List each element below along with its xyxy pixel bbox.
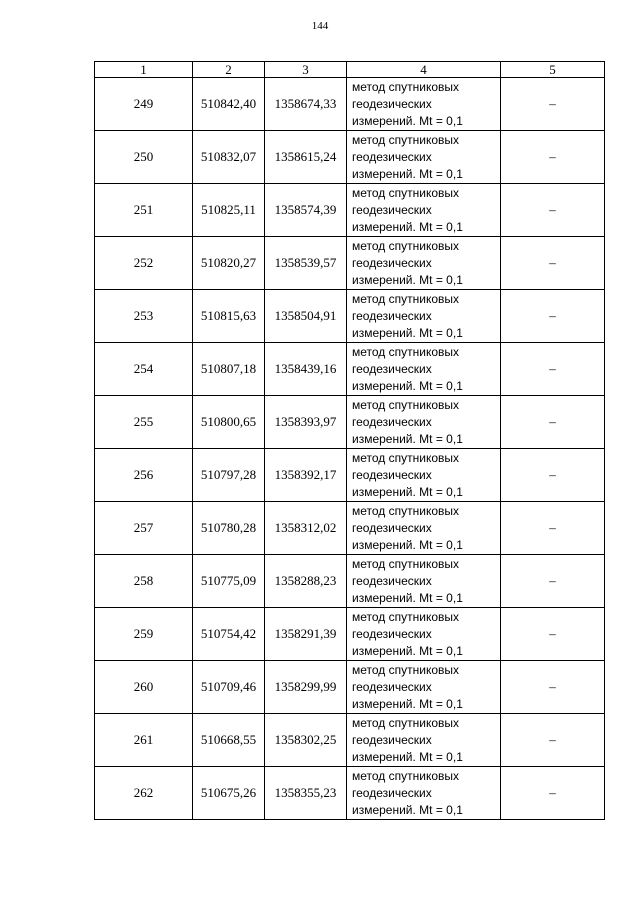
- method-line: метод спутниковых: [352, 185, 460, 200]
- note-cell: –: [501, 131, 605, 184]
- method-line: измерений. Mt = 0,1: [352, 749, 463, 764]
- method-line: измерений. Mt = 0,1: [352, 802, 463, 817]
- point-number-cell: 257: [95, 502, 193, 555]
- method-line: измерений. Mt = 0,1: [352, 166, 463, 181]
- y-coordinate-cell: 1358355,23: [265, 767, 347, 820]
- method-cell: [347, 78, 501, 131]
- note-cell: –: [501, 237, 605, 290]
- x-coordinate-cell: 510832,07: [193, 131, 265, 184]
- y-coordinate-cell: 1358539,57: [265, 237, 347, 290]
- y-coordinate-cell: 1358291,39: [265, 608, 347, 661]
- method-line: метод спутниковых: [352, 397, 460, 412]
- table-row: [95, 290, 605, 343]
- table-row: [95, 555, 605, 608]
- y-coordinate-cell: 1358393,97: [265, 396, 347, 449]
- method-cell: [347, 661, 501, 714]
- x-coordinate-cell: 510800,65: [193, 396, 265, 449]
- method-line: измерений. Mt = 0,1: [352, 378, 463, 393]
- table-row: [95, 237, 605, 290]
- x-coordinate-cell: 510675,26: [193, 767, 265, 820]
- note-cell: –: [501, 78, 605, 131]
- method-line: геодезических: [352, 573, 432, 588]
- method-line: измерений. Mt = 0,1: [352, 113, 463, 128]
- note-cell: –: [501, 555, 605, 608]
- method-line: геодезических: [352, 96, 432, 111]
- x-coordinate-cell: 510709,46: [193, 661, 265, 714]
- note-cell: –: [501, 449, 605, 502]
- method-line: метод спутниковых: [352, 450, 460, 465]
- method-line: геодезических: [352, 679, 432, 694]
- method-cell: [347, 767, 501, 820]
- column-header-5: 5: [501, 62, 605, 78]
- note-cell: –: [501, 396, 605, 449]
- method-line: геодезических: [352, 520, 432, 535]
- method-line: геодезических: [352, 361, 432, 376]
- method-line: геодезических: [352, 467, 432, 482]
- method-cell: [347, 184, 501, 237]
- table-row: [95, 502, 605, 555]
- method-line: измерений. Mt = 0,1: [352, 484, 463, 499]
- note-cell: –: [501, 661, 605, 714]
- method-cell: [347, 396, 501, 449]
- method-cell: [347, 290, 501, 343]
- y-coordinate-cell: 1358392,17: [265, 449, 347, 502]
- method-line: измерений. Mt = 0,1: [352, 272, 463, 287]
- point-number-cell: 254: [95, 343, 193, 396]
- column-header-4: 4: [347, 62, 501, 78]
- method-line: метод спутниковых: [352, 503, 460, 518]
- method-line: измерений. Mt = 0,1: [352, 590, 463, 605]
- x-coordinate-cell: 510842,40: [193, 78, 265, 131]
- method-cell: [347, 608, 501, 661]
- table-row: [95, 184, 605, 237]
- method-line: метод спутниковых: [352, 662, 460, 677]
- method-line: геодезических: [352, 626, 432, 641]
- y-coordinate-cell: 1358504,91: [265, 290, 347, 343]
- table-header: [95, 62, 605, 78]
- point-number-cell: 250: [95, 131, 193, 184]
- y-coordinate-cell: 1358299,99: [265, 661, 347, 714]
- point-number-cell: 260: [95, 661, 193, 714]
- method-line: геодезических: [352, 732, 432, 747]
- point-number-cell: 256: [95, 449, 193, 502]
- x-coordinate-cell: 510825,11: [193, 184, 265, 237]
- table-body: [95, 78, 605, 820]
- note-cell: –: [501, 343, 605, 396]
- method-line: метод спутниковых: [352, 556, 460, 571]
- note-cell: –: [501, 714, 605, 767]
- y-coordinate-cell: 1358674,33: [265, 78, 347, 131]
- x-coordinate-cell: 510820,27: [193, 237, 265, 290]
- table-row: [95, 131, 605, 184]
- point-number-cell: 253: [95, 290, 193, 343]
- method-line: геодезических: [352, 149, 432, 164]
- column-header-2: 2: [193, 62, 265, 78]
- method-line: измерений. Mt = 0,1: [352, 696, 463, 711]
- table-row: [95, 661, 605, 714]
- method-cell: [347, 343, 501, 396]
- table-row: [95, 767, 605, 820]
- column-header-3: 3: [265, 62, 347, 78]
- method-line: измерений. Mt = 0,1: [352, 325, 463, 340]
- point-number-cell: 255: [95, 396, 193, 449]
- method-line: метод спутниковых: [352, 768, 460, 783]
- method-cell: [347, 237, 501, 290]
- x-coordinate-cell: 510807,18: [193, 343, 265, 396]
- table-row: [95, 608, 605, 661]
- method-line: геодезических: [352, 308, 432, 323]
- x-coordinate-cell: 510775,09: [193, 555, 265, 608]
- method-line: метод спутниковых: [352, 238, 460, 253]
- method-line: измерений. Mt = 0,1: [352, 219, 463, 234]
- x-coordinate-cell: 510797,28: [193, 449, 265, 502]
- coordinates-table: [94, 61, 605, 820]
- method-cell: [347, 131, 501, 184]
- y-coordinate-cell: 1358574,39: [265, 184, 347, 237]
- method-line: геодезических: [352, 785, 432, 800]
- note-cell: –: [501, 608, 605, 661]
- x-coordinate-cell: 510780,28: [193, 502, 265, 555]
- header-row: [95, 62, 605, 78]
- method-line: измерений. Mt = 0,1: [352, 537, 463, 552]
- method-line: метод спутниковых: [352, 609, 460, 624]
- x-coordinate-cell: 510754,42: [193, 608, 265, 661]
- y-coordinate-cell: 1358312,02: [265, 502, 347, 555]
- column-header-1: 1: [95, 62, 193, 78]
- method-line: измерений. Mt = 0,1: [352, 643, 463, 658]
- method-cell: [347, 555, 501, 608]
- point-number-cell: 252: [95, 237, 193, 290]
- y-coordinate-cell: 1358302,25: [265, 714, 347, 767]
- point-number-cell: 261: [95, 714, 193, 767]
- method-line: метод спутниковых: [352, 79, 460, 94]
- y-coordinate-cell: 1358288,23: [265, 555, 347, 608]
- method-line: геодезических: [352, 202, 432, 217]
- method-line: геодезических: [352, 414, 432, 429]
- point-number-cell: 251: [95, 184, 193, 237]
- method-cell: [347, 714, 501, 767]
- note-cell: –: [501, 290, 605, 343]
- method-line: метод спутниковых: [352, 291, 460, 306]
- y-coordinate-cell: 1358615,24: [265, 131, 347, 184]
- y-coordinate-cell: 1358439,16: [265, 343, 347, 396]
- point-number-cell: 262: [95, 767, 193, 820]
- point-number-cell: 258: [95, 555, 193, 608]
- method-cell: [347, 449, 501, 502]
- page-number: 144: [311, 20, 329, 32]
- table-row: [95, 78, 605, 131]
- x-coordinate-cell: 510668,55: [193, 714, 265, 767]
- method-line: измерений. Mt = 0,1: [352, 431, 463, 446]
- method-cell: [347, 502, 501, 555]
- x-coordinate-cell: 510815,63: [193, 290, 265, 343]
- method-line: метод спутниковых: [352, 715, 460, 730]
- point-number-cell: 249: [95, 78, 193, 131]
- table-row: [95, 343, 605, 396]
- method-line: геодезических: [352, 255, 432, 270]
- note-cell: –: [501, 502, 605, 555]
- note-cell: –: [501, 767, 605, 820]
- table-row: [95, 714, 605, 767]
- method-line: метод спутниковых: [352, 344, 460, 359]
- table-row: [95, 449, 605, 502]
- note-cell: –: [501, 184, 605, 237]
- table-row: [95, 396, 605, 449]
- method-line: метод спутниковых: [352, 132, 460, 147]
- point-number-cell: 259: [95, 608, 193, 661]
